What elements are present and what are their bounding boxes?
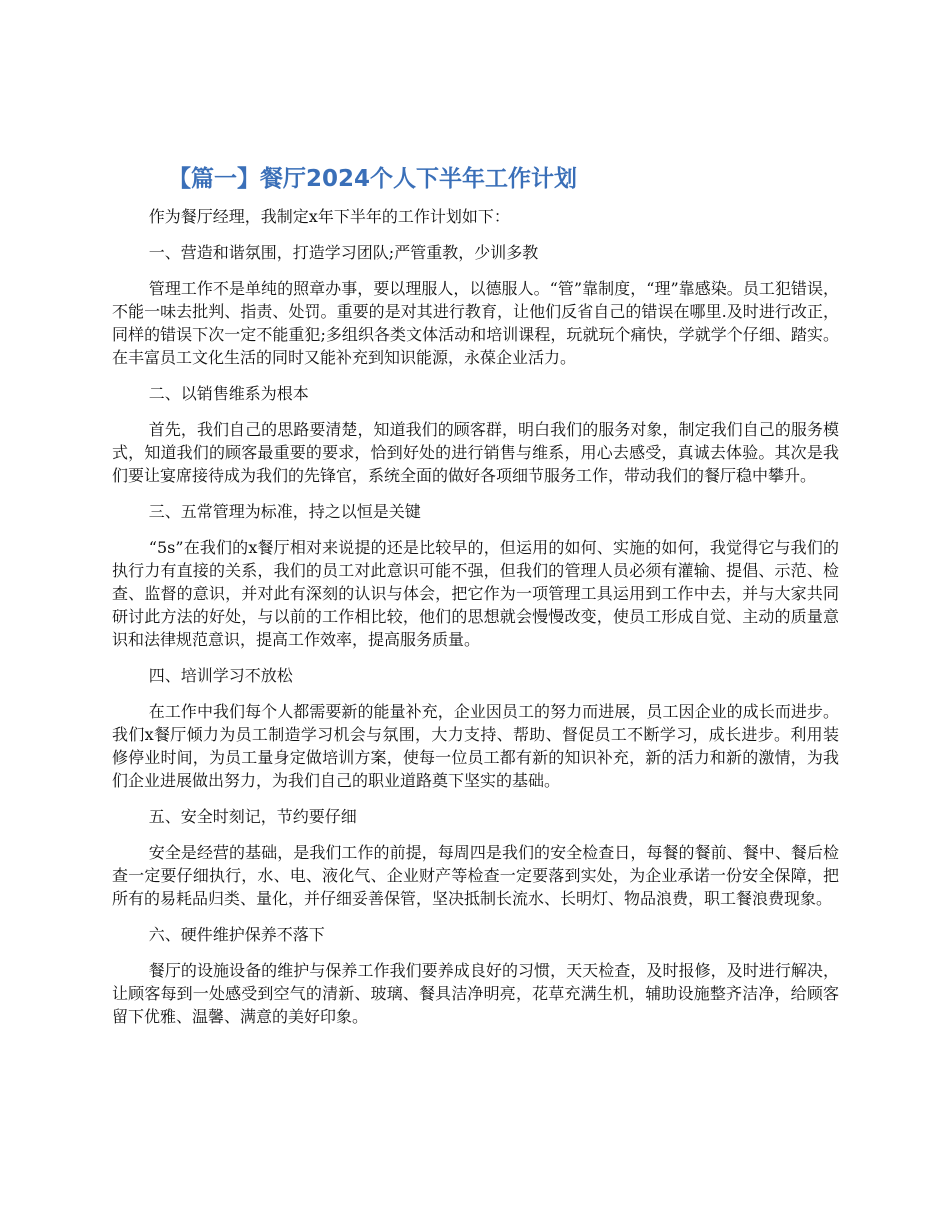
section-6-heading: 六、硬件维护保养不落下 <box>148 925 325 944</box>
section-1-heading: 一、营造和谐氛围，打造学习团队;严管重教，少训多教 <box>148 243 539 262</box>
section-5-heading: 五、安全时刻记，节约要仔细 <box>148 807 357 826</box>
section-4-heading: 四、培训学习不放松 <box>148 666 293 685</box>
section-6-body: 餐厅的设施设备的维护与保养工作我们要养成良好的习惯，天天检查，及时报修，及时进行解决，让顾客每到一处感受到空气的清新、玻璃、餐具洁净明亮，花草充满生机，辅助设施整齐洁净，给顾客留下优雅、温馨、满意的美好印象。 <box>112 961 839 1026</box>
document-body <box>112 205 839 1028</box>
section-1-body: 管理工作不是单纯的照章办事，要以理服人，以德服人。“管”靠制度，“理”靠感染。员工犯错误，不能一味去批判、指责、处罚。重要的是对其进行教育，让他们反省自己的错误在哪里.及时进行改正，同样的错误下次一定不能重犯;多组织各类文体活动和培训课程，玩就玩个痛快，学就学个仔细、踏实。在丰富员工文化生活的同时又能补充到知识能源，永葆企业活力。 <box>112 279 839 367</box>
section-5-body: 安全是经营的基础，是我们工作的前提，每周四是我们的安全检查日，每餐的餐前、餐中、餐后检查一定要仔细执行，水、电、液化气、企业财产等检查一定要落到实处，为企业承诺一份安全保障，把所有的易耗品归类、量化，并仔细妥善保管，坚决抵制长流水、长明灯、物品浪费，职工餐浪费现象。 <box>112 843 839 908</box>
section-4-body: 在工作中我们每个人都需要新的能量补充，企业因员工的努力而进展，员工因企业的成长而进步。我们x餐厅倾力为员工制造学习机会与氛围，大力支持、帮助、督促员工不断学习，成长进步。利用装修停业时间，为员工量身定做培训方案，使每一位员工都有新的知识补充，新的活力和新的激情，为我们企业进展做出努力，为我们自己的职业道路奠下坚实的基础。 <box>112 702 839 790</box>
section-2-heading: 二、以销售维系为根本 <box>148 384 309 403</box>
section-3-body: “5s”在我们的x餐厅相对来说提的还是比较早的，但运用的如何、实施的如何，我觉得它与我们的执行力有直接的关系，我们的员工对此意识可能不强，但我们的管理人员必须有灌输、提倡、示范、检查、监督的意识，并对此有深刻的认识与体会，把它作为一项管理工具运用到工作中去，并与大家共同研讨此方法的好处，与以前的工作相比较，他们的思想就会慢慢改变，使员工形成自觉、主动的质量意识和法律规范意识，提高工作效率，提高服务质量。 <box>112 538 839 649</box>
document-title: 【篇一】餐厅2024个人下半年工作计划 <box>168 166 578 192</box>
section-2-body: 首先，我们自己的思路要清楚，知道我们的顾客群，明白我们的服务对象，制定我们自己的服务模式，知道我们的顾客最重要的要求，恰到好处的进行销售与维系，用心去感受，真诚去体验。其次是我们要让宴席接待成为我们的先锋官，系统全面的做好各项细节服务工作，带动我们的餐厅稳中攀升。 <box>112 420 839 485</box>
section-3-heading: 三、五常管理为标准，持之以恒是关键 <box>148 502 421 521</box>
intro-paragraph: 作为餐厅经理，我制定x年下半年的工作计划如下： <box>148 207 510 226</box>
